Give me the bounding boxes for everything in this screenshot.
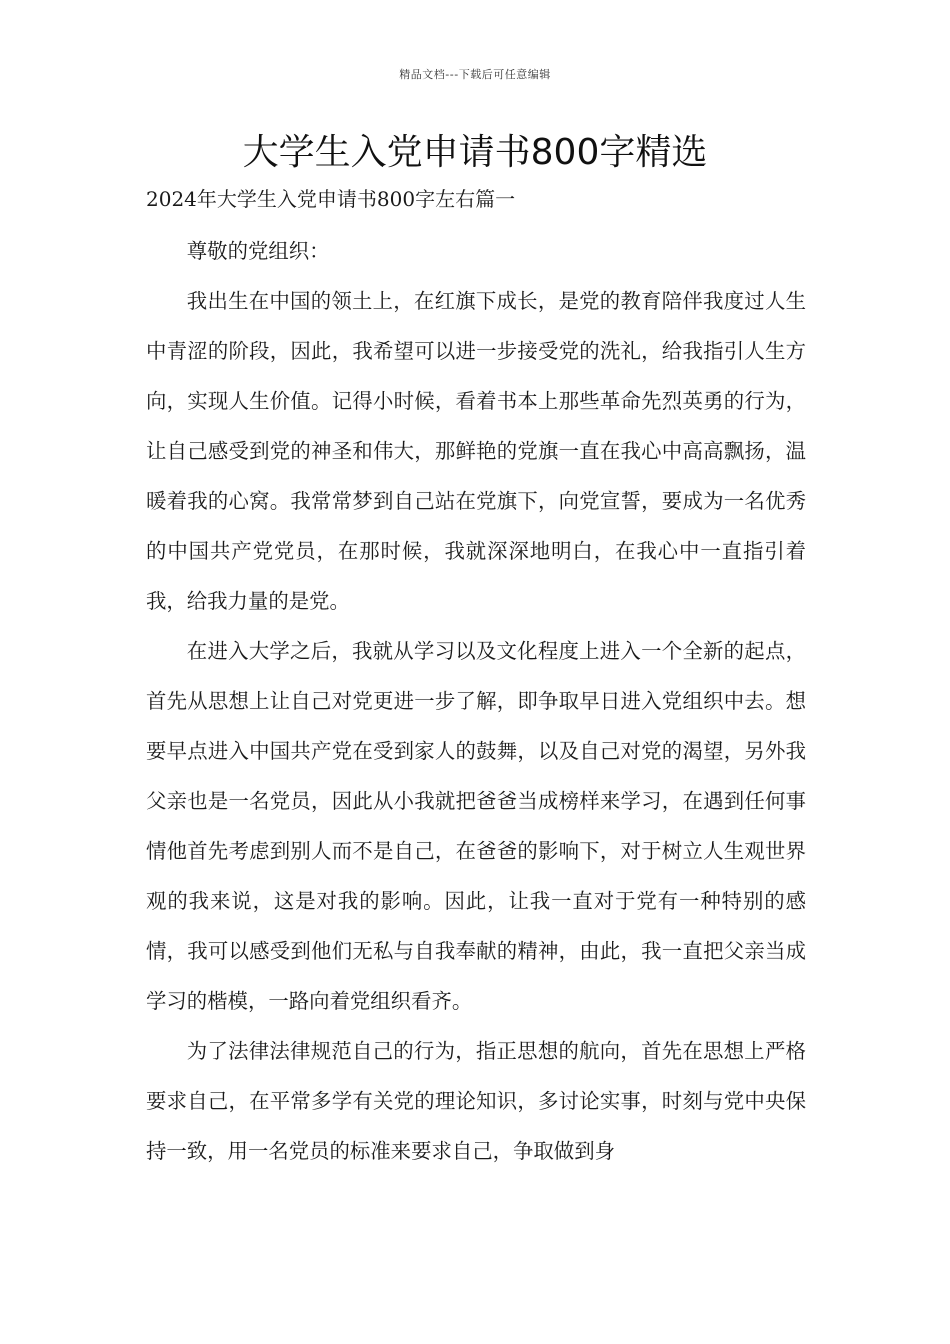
header-note: 精品文档---下载后可任意编辑	[399, 68, 551, 81]
paragraph-2: 在进入大学之后，我就从学习以及文化程度上进入一个全新的起点，首先从思想上让自己对党更进一步了解，即争取早日进入党组织中去。想要早点进入中国共产党在受到家人的鼓舞，以及自己对党的渴望，另外我父亲也是一名党员，因此从小我就把爸爸当成榜样来学习，在遇到任何事情他首先考虑到别人而不是自己，在爸爸的影响下，对于树立人生观世界观的我来说，这是对我的影响。因此，让我一直对于党有一种特别的感情，我可以感受到他们无私与自我奉献的精神，由此，我一直把父亲当成学习的楷模，一路向着党组织看齐。	[146, 639, 806, 1013]
document-subtitle: 2024年大学生入党申请书800字左右篇一	[146, 187, 516, 211]
paragraph-3: 为了法律法律规范自己的行为，指正思想的航向，首先在思想上严格要求自己，在平常多学有关党的理论知识，多讨论实事，时刻与党中央保持一致，用一名党员的标准来要求自己，争取做到身	[146, 1039, 806, 1163]
document-title: 大学生入党申请书800字精选	[242, 132, 708, 173]
paragraph-1: 我出生在中国的领土上，在红旗下成长，是党的教育陪伴我度过人生中青涩的阶段，因此，我希望可以进一步接受党的洗礼，给我指引人生方向，实现人生价值。记得小时候，看着书本上那些革命先烈英勇的行为，让自己感受到党的神圣和伟大，那鲜艳的党旗一直在我心中高高飘扬，温暖着我的心窝。我常常梦到自己站在党旗下，向党宣誓，要成为一名优秀的中国共产党党员，在那时候，我就深深地明白，在我心中一直指引着我，给我力量的是党。	[146, 289, 806, 613]
document-body	[146, 226, 806, 1176]
salutation: 尊敬的党组织：	[186, 239, 330, 263]
